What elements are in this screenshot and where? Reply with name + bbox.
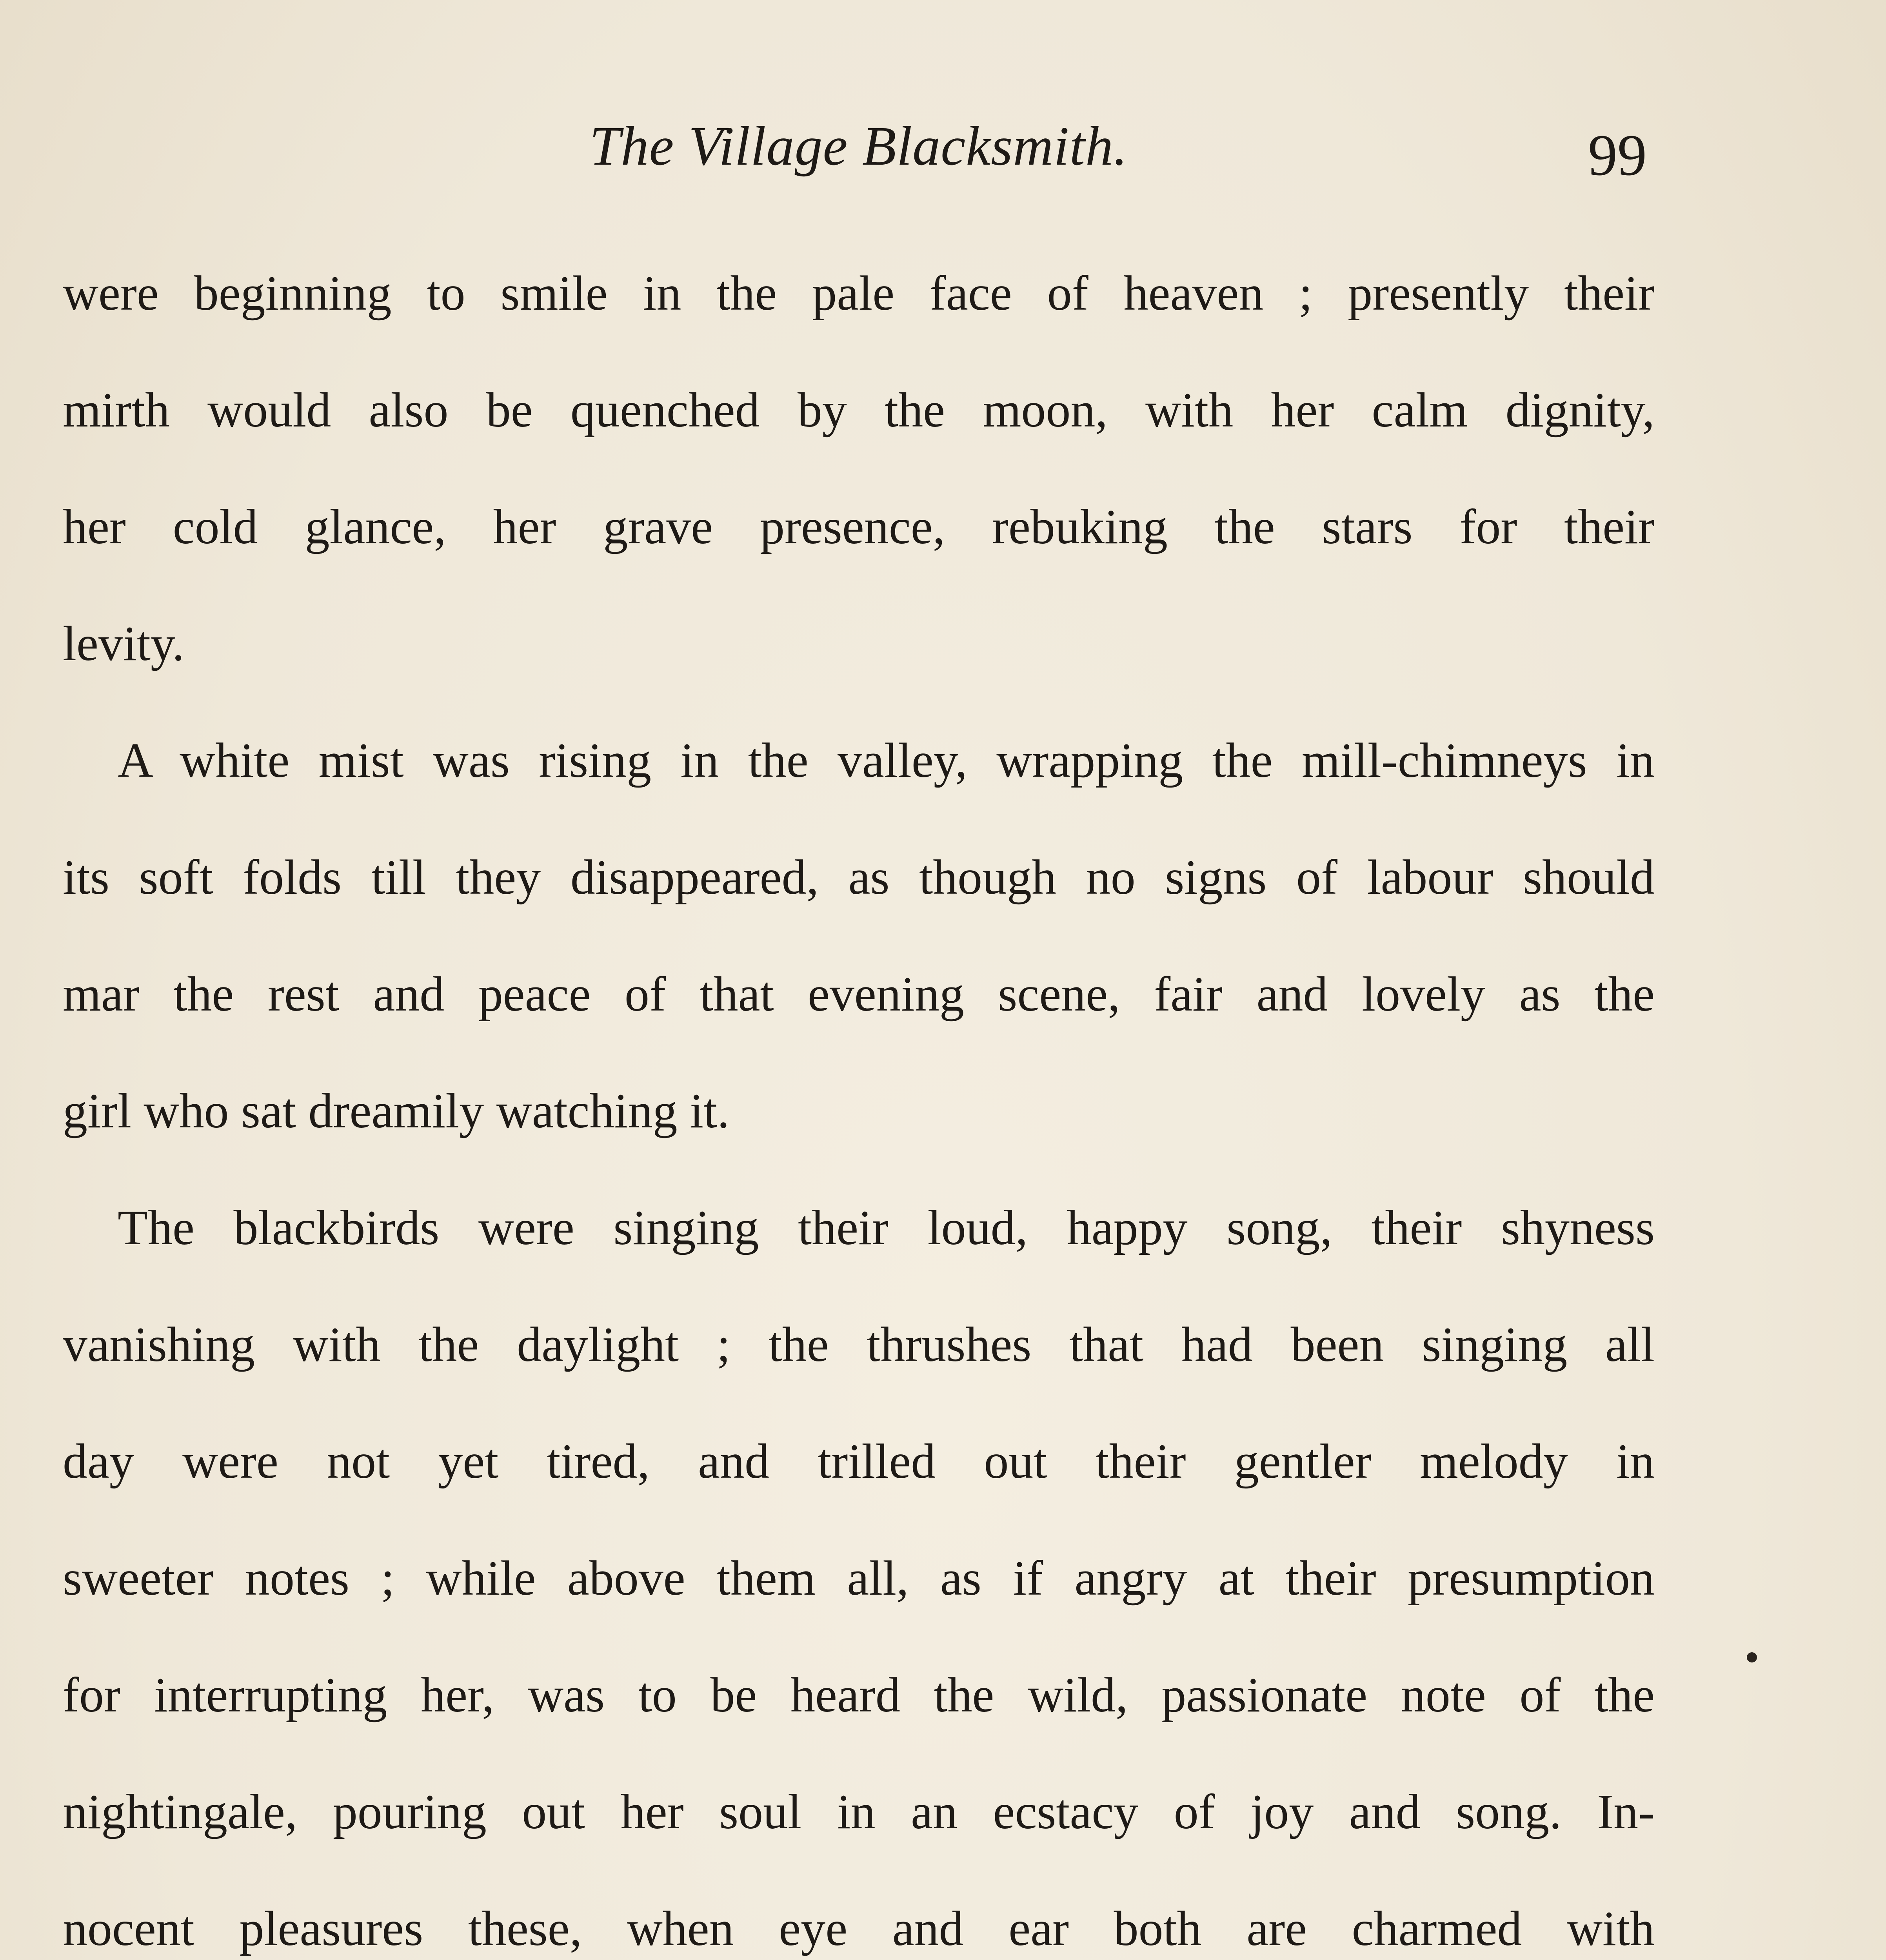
- text-line: vanishing with the daylight ; the thrushes that had been singing all: [63, 1318, 1655, 1372]
- text-line: nightingale, pouring out her soul in an ecstacy of joy and song. In-: [63, 1785, 1655, 1839]
- body-text: [63, 235, 1655, 1960]
- running-title: The Village Blacksmith.: [589, 115, 1128, 177]
- text-line: A white mist was rising in the valley, wrapping the mill-chimneys in: [118, 733, 1655, 788]
- text-line: sweeter notes ; while above them all, as if angry at their presumption: [63, 1551, 1655, 1606]
- text-line: were beginning to smile in the pale face of heaven ; presently their: [63, 266, 1655, 321]
- ink-speck: [1747, 1652, 1757, 1662]
- text-line: nocent pleasures these, when eye and ear both are charmed with: [63, 1902, 1655, 1956]
- text-line: mar the rest and peace of that evening scene, fair and lovely as the: [63, 967, 1655, 1022]
- page-number: 99: [1588, 123, 1647, 188]
- text-line: girl who sat dreamily watching it.: [63, 1084, 730, 1138]
- text-line: its soft folds till they disappeared, as though no signs of labour should: [63, 850, 1655, 905]
- text-line: for interrupting her, was to be heard the wild, passionate note of the: [63, 1668, 1655, 1722]
- page-header: [63, 114, 1655, 200]
- text-line: mirth would also be quenched by the moon, with her calm dignity,: [63, 383, 1655, 437]
- text-line: The blackbirds were singing their loud, happy song, their shyness: [118, 1201, 1655, 1255]
- text-line: her cold glance, her grave presence, rebuking the stars for their: [63, 500, 1655, 554]
- text-line: day were not yet tired, and trilled out their gentler melody in: [63, 1434, 1655, 1489]
- text-line: levity.: [63, 617, 185, 671]
